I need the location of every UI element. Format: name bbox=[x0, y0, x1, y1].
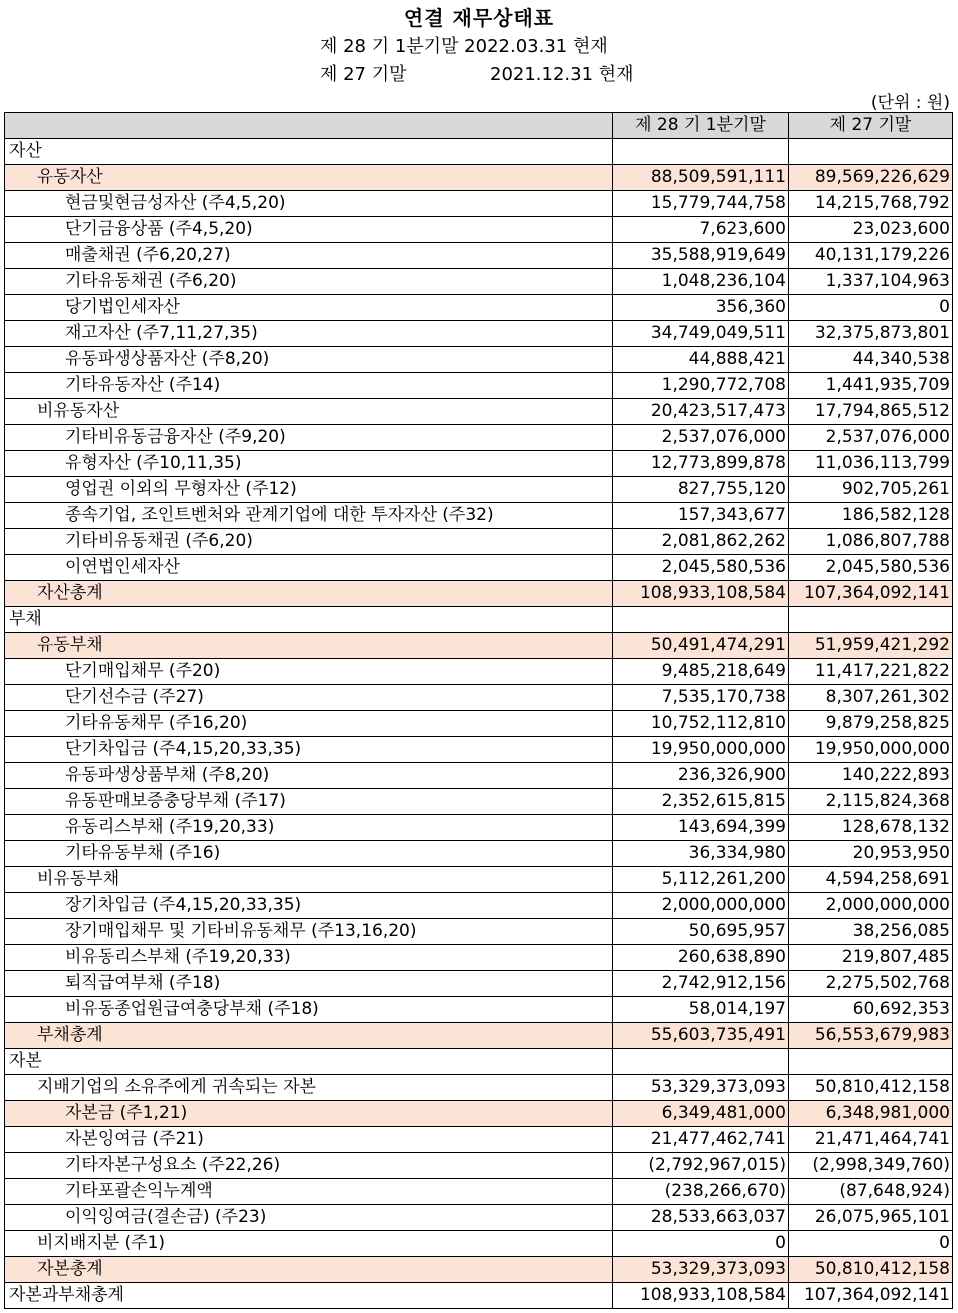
account-label: 재고자산 (주7,11,27,35) bbox=[5, 321, 613, 347]
table-row bbox=[5, 347, 953, 373]
account-label: 유동판매보증충당부채 (주17) bbox=[5, 789, 613, 815]
account-label: 퇴직급여부채 (주18) bbox=[5, 971, 613, 997]
table-row bbox=[5, 373, 953, 399]
account-label: 기타유동채권 (주6,20) bbox=[5, 269, 613, 295]
account-label: 종속기업, 조인트벤처와 관계기업에 대한 투자자산 (주32) bbox=[5, 503, 613, 529]
table-row bbox=[5, 555, 953, 581]
prior-value: 51,959,421,292 bbox=[789, 633, 953, 659]
prior-value: 11,417,221,822 bbox=[789, 659, 953, 685]
table-row bbox=[5, 165, 953, 191]
table-row bbox=[5, 893, 953, 919]
account-label: 지배기업의 소유주에게 귀속되는 자본 bbox=[5, 1075, 613, 1101]
table-row bbox=[5, 477, 953, 503]
prior-value bbox=[789, 1049, 953, 1075]
table-row bbox=[5, 529, 953, 555]
current-value: 1,048,236,104 bbox=[613, 269, 789, 295]
current-value: 12,773,899,878 bbox=[613, 451, 789, 477]
prior-value: 2,000,000,000 bbox=[789, 893, 953, 919]
prior-period bbox=[320, 60, 634, 86]
table-row bbox=[5, 451, 953, 477]
prior-value: 40,131,179,226 bbox=[789, 243, 953, 269]
account-label: 현금및현금성자산 (주4,5,20) bbox=[5, 191, 613, 217]
prior-value: 89,569,226,629 bbox=[789, 165, 953, 191]
current-period: 제 28 기 1분기말 2022.03.31 현재 bbox=[320, 36, 608, 57]
account-label: 단기매입채무 (주20) bbox=[5, 659, 613, 685]
table-row bbox=[5, 685, 953, 711]
table-row bbox=[5, 321, 953, 347]
balance-sheet-table bbox=[4, 112, 953, 1309]
current-value: 5,112,261,200 bbox=[613, 867, 789, 893]
prior-value: 9,879,258,825 bbox=[789, 711, 953, 737]
table-row bbox=[5, 711, 953, 737]
prior-value: 0 bbox=[789, 1231, 953, 1257]
account-label: 비지배지분 (주1) bbox=[5, 1231, 613, 1257]
current-value: 35,588,919,649 bbox=[613, 243, 789, 269]
prior-value: 6,348,981,000 bbox=[789, 1101, 953, 1127]
prior-period-date: 2021.12.31 현재 bbox=[490, 64, 634, 85]
prior-value: 19,950,000,000 bbox=[789, 737, 953, 763]
current-value: (2,792,967,015) bbox=[613, 1153, 789, 1179]
prior-value bbox=[789, 607, 953, 633]
account-label: 영업권 이외의 무형자산 (주12) bbox=[5, 477, 613, 503]
table-row bbox=[5, 1075, 953, 1101]
prior-value bbox=[789, 139, 953, 165]
account-label: 자본금 (주1,21) bbox=[5, 1101, 613, 1127]
account-label: 부채 bbox=[5, 607, 613, 633]
current-value: 58,014,197 bbox=[613, 997, 789, 1023]
table-row bbox=[5, 945, 953, 971]
current-value: 2,352,615,815 bbox=[613, 789, 789, 815]
prior-value: 140,222,893 bbox=[789, 763, 953, 789]
prior-value: 107,364,092,141 bbox=[789, 1283, 953, 1309]
prior-value: 14,215,768,792 bbox=[789, 191, 953, 217]
table-row bbox=[5, 1101, 953, 1127]
current-value: 28,533,663,037 bbox=[613, 1205, 789, 1231]
account-label: 장기매입채무 및 기타비유동채무 (주13,16,20) bbox=[5, 919, 613, 945]
prior-value: 128,678,132 bbox=[789, 815, 953, 841]
unit-label: (단위 : 원) bbox=[870, 93, 950, 113]
current-value: 55,603,735,491 bbox=[613, 1023, 789, 1049]
prior-value: 26,075,965,101 bbox=[789, 1205, 953, 1231]
account-label: 기타자본구성요소 (주22,26) bbox=[5, 1153, 613, 1179]
table-row bbox=[5, 919, 953, 945]
table-row bbox=[5, 737, 953, 763]
current-value: 108,933,108,584 bbox=[613, 1283, 789, 1309]
table-row bbox=[5, 269, 953, 295]
account-label: 기타유동자산 (주14) bbox=[5, 373, 613, 399]
current-value: 2,081,862,262 bbox=[613, 529, 789, 555]
prior-value: 219,807,485 bbox=[789, 945, 953, 971]
table-row bbox=[5, 1283, 953, 1309]
account-label: 자산총계 bbox=[5, 581, 613, 607]
account-label: 당기법인세자산 bbox=[5, 295, 613, 321]
table-row bbox=[5, 997, 953, 1023]
current-value: 44,888,421 bbox=[613, 347, 789, 373]
current-value: 10,752,112,810 bbox=[613, 711, 789, 737]
current-value: 1,290,772,708 bbox=[613, 373, 789, 399]
prior-value: 38,256,085 bbox=[789, 919, 953, 945]
header-account bbox=[5, 113, 613, 139]
account-label: 자산 bbox=[5, 139, 613, 165]
table-row bbox=[5, 1127, 953, 1153]
current-value: 157,343,677 bbox=[613, 503, 789, 529]
account-label: 유동파생상품부채 (주8,20) bbox=[5, 763, 613, 789]
table-row bbox=[5, 191, 953, 217]
account-label: 기타유동채무 (주16,20) bbox=[5, 711, 613, 737]
current-value: 50,491,474,291 bbox=[613, 633, 789, 659]
current-value: 34,749,049,511 bbox=[613, 321, 789, 347]
account-label: 자본 bbox=[5, 1049, 613, 1075]
current-value: 260,638,890 bbox=[613, 945, 789, 971]
current-value: 2,045,580,536 bbox=[613, 555, 789, 581]
prior-value: 1,086,807,788 bbox=[789, 529, 953, 555]
account-label: 자본잉여금 (주21) bbox=[5, 1127, 613, 1153]
table-row bbox=[5, 139, 953, 165]
current-value: 53,329,373,093 bbox=[613, 1257, 789, 1283]
prior-value: 2,045,580,536 bbox=[789, 555, 953, 581]
current-value: 236,326,900 bbox=[613, 763, 789, 789]
table-row bbox=[5, 789, 953, 815]
account-label: 유동자산 bbox=[5, 165, 613, 191]
prior-value: 1,441,935,709 bbox=[789, 373, 953, 399]
table-row bbox=[5, 607, 953, 633]
current-value: 2,537,076,000 bbox=[613, 425, 789, 451]
current-value bbox=[613, 607, 789, 633]
prior-value: 20,953,950 bbox=[789, 841, 953, 867]
prior-value: 11,036,113,799 bbox=[789, 451, 953, 477]
table-row bbox=[5, 399, 953, 425]
account-label: 부채총계 bbox=[5, 1023, 613, 1049]
prior-value: 2,537,076,000 bbox=[789, 425, 953, 451]
prior-value: 902,705,261 bbox=[789, 477, 953, 503]
table-row bbox=[5, 815, 953, 841]
current-value: 21,477,462,741 bbox=[613, 1127, 789, 1153]
table-row bbox=[5, 841, 953, 867]
account-label: 유동파생상품자산 (주8,20) bbox=[5, 347, 613, 373]
table-row bbox=[5, 243, 953, 269]
header-prior: 제 27 기말 bbox=[789, 113, 953, 139]
account-label: 기타포괄손익누계액 bbox=[5, 1179, 613, 1205]
table-row bbox=[5, 763, 953, 789]
current-value: 19,950,000,000 bbox=[613, 737, 789, 763]
prior-value: 21,471,464,741 bbox=[789, 1127, 953, 1153]
table-row bbox=[5, 425, 953, 451]
current-value: 36,334,980 bbox=[613, 841, 789, 867]
account-label: 비유동리스부채 (주19,20,33) bbox=[5, 945, 613, 971]
account-label: 기타유동부채 (주16) bbox=[5, 841, 613, 867]
table-row bbox=[5, 1049, 953, 1075]
current-value: 827,755,120 bbox=[613, 477, 789, 503]
current-value: (238,266,670) bbox=[613, 1179, 789, 1205]
current-value: 6,349,481,000 bbox=[613, 1101, 789, 1127]
prior-value: 44,340,538 bbox=[789, 347, 953, 373]
account-label: 매출채권 (주6,20,27) bbox=[5, 243, 613, 269]
table-row bbox=[5, 1179, 953, 1205]
current-value: 108,933,108,584 bbox=[613, 581, 789, 607]
table-row bbox=[5, 1023, 953, 1049]
table-row bbox=[5, 971, 953, 997]
current-value bbox=[613, 139, 789, 165]
prior-value: 50,810,412,158 bbox=[789, 1075, 953, 1101]
current-value: 50,695,957 bbox=[613, 919, 789, 945]
prior-value: 107,364,092,141 bbox=[789, 581, 953, 607]
account-label: 비유동종업원급여충당부채 (주18) bbox=[5, 997, 613, 1023]
prior-value: 4,594,258,691 bbox=[789, 867, 953, 893]
prior-value: 2,275,502,768 bbox=[789, 971, 953, 997]
table-row bbox=[5, 1205, 953, 1231]
prior-value: 60,692,353 bbox=[789, 997, 953, 1023]
account-label: 단기선수금 (주27) bbox=[5, 685, 613, 711]
table-header-row bbox=[5, 113, 953, 139]
prior-period-label: 제 27 기말 bbox=[320, 64, 407, 85]
current-value: 9,485,218,649 bbox=[613, 659, 789, 685]
account-label: 단기차입금 (주4,15,20,33,35) bbox=[5, 737, 613, 763]
current-value: 7,535,170,738 bbox=[613, 685, 789, 711]
current-value: 2,000,000,000 bbox=[613, 893, 789, 919]
account-label: 이연법인세자산 bbox=[5, 555, 613, 581]
prior-value: 186,582,128 bbox=[789, 503, 953, 529]
current-value: 0 bbox=[613, 1231, 789, 1257]
table-row bbox=[5, 1257, 953, 1283]
table-row bbox=[5, 867, 953, 893]
account-label: 기타비유동채권 (주6,20) bbox=[5, 529, 613, 555]
prior-value: 50,810,412,158 bbox=[789, 1257, 953, 1283]
table-row bbox=[5, 633, 953, 659]
account-label: 자본총계 bbox=[5, 1257, 613, 1283]
prior-value: 2,115,824,368 bbox=[789, 789, 953, 815]
table-row bbox=[5, 659, 953, 685]
prior-value: 1,337,104,963 bbox=[789, 269, 953, 295]
statement-title: 연결 재무상태표 bbox=[403, 6, 555, 30]
account-label: 이익잉여금(결손금) (주23) bbox=[5, 1205, 613, 1231]
account-label: 비유동부채 bbox=[5, 867, 613, 893]
prior-value: 17,794,865,512 bbox=[789, 399, 953, 425]
account-label: 유동리스부채 (주19,20,33) bbox=[5, 815, 613, 841]
header-current: 제 28 기 1분기말 bbox=[613, 113, 789, 139]
account-label: 유동부채 bbox=[5, 633, 613, 659]
account-label: 장기차입금 (주4,15,20,33,35) bbox=[5, 893, 613, 919]
current-value: 88,509,591,111 bbox=[613, 165, 789, 191]
prior-value: 0 bbox=[789, 295, 953, 321]
table-row bbox=[5, 217, 953, 243]
prior-value: 8,307,261,302 bbox=[789, 685, 953, 711]
current-value: 53,329,373,093 bbox=[613, 1075, 789, 1101]
prior-value: (2,998,349,760) bbox=[789, 1153, 953, 1179]
table-row bbox=[5, 503, 953, 529]
account-label: 자본과부채총계 bbox=[5, 1283, 613, 1309]
current-value bbox=[613, 1049, 789, 1075]
account-label: 기타비유동금융자산 (주9,20) bbox=[5, 425, 613, 451]
table-row bbox=[5, 1231, 953, 1257]
account-label: 유형자산 (주10,11,35) bbox=[5, 451, 613, 477]
prior-value: (87,648,924) bbox=[789, 1179, 953, 1205]
current-value: 143,694,399 bbox=[613, 815, 789, 841]
table-row bbox=[5, 295, 953, 321]
account-label: 단기금융상품 (주4,5,20) bbox=[5, 217, 613, 243]
current-value: 2,742,912,156 bbox=[613, 971, 789, 997]
prior-value: 32,375,873,801 bbox=[789, 321, 953, 347]
prior-value: 23,023,600 bbox=[789, 217, 953, 243]
table-row bbox=[5, 581, 953, 607]
prior-value: 56,553,679,983 bbox=[789, 1023, 953, 1049]
current-value: 7,623,600 bbox=[613, 217, 789, 243]
current-value: 20,423,517,473 bbox=[613, 399, 789, 425]
current-value: 356,360 bbox=[613, 295, 789, 321]
current-value: 15,779,744,758 bbox=[613, 191, 789, 217]
account-label: 비유동자산 bbox=[5, 399, 613, 425]
table-row bbox=[5, 1153, 953, 1179]
